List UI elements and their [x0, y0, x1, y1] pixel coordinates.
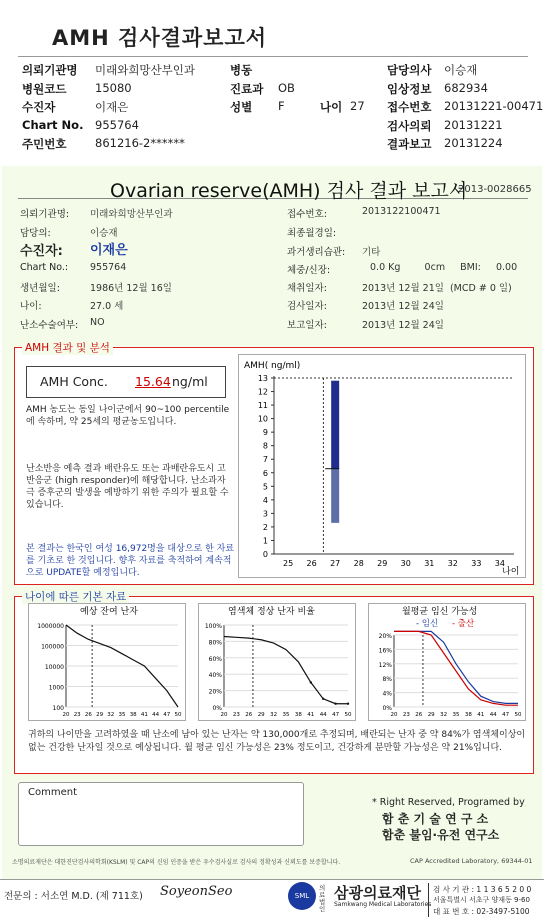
- info-test-value: 2013년 12월 24일: [362, 301, 444, 312]
- ref-x-tick-label: 20: [62, 712, 70, 718]
- amh-source-note: 본 결과는 한국인 여성 16,972명을 대상으로 한 자료를 기초로 한 것입니다. 향후 자료를 축적하여 계속적으로 UPDATE할 예정입니다.: [26, 544, 235, 578]
- ref-x-tick-label: 44: [319, 712, 327, 718]
- ref-y-tick-label: 60%: [208, 655, 222, 663]
- ref-x-tick-label: 38: [129, 712, 137, 718]
- ref-x-tick-label: 29: [257, 712, 265, 718]
- ward-label: 병동: [230, 63, 253, 77]
- doctor-label: 담당의사: [387, 63, 432, 77]
- hospital-value: 미래와희망산부인과: [95, 63, 195, 77]
- amh-x-tick-label: 27: [330, 559, 341, 568]
- info-dob-value: 1986년 12월 16일: [90, 283, 172, 294]
- amh-y-tick-label: 9: [262, 428, 268, 438]
- rrn-value: 861216-2******: [95, 136, 185, 150]
- ref-x-tick-label: 35: [118, 712, 126, 718]
- legend-birth: - 출산: [452, 619, 475, 629]
- ref-series-line: [394, 631, 518, 705]
- ref-x-tick-label: 26: [415, 712, 423, 718]
- amh-y-tick-label: 1: [262, 536, 268, 546]
- contact-2: 서울특별시 서초구 양재동 9-60: [433, 896, 530, 904]
- receipt-no-label: 접수번호: [387, 100, 432, 114]
- amh-conc-value: 15.64: [135, 374, 171, 389]
- ref-chart-pregnancy: [368, 603, 526, 721]
- amh-y-tick-label: 5: [262, 482, 268, 492]
- patient-label: 수진자: [22, 100, 56, 114]
- ref-x-tick-label: 20: [390, 712, 398, 718]
- rights-text: * Right Reserved, Programed by: [372, 797, 525, 808]
- ref-y-tick-label: 4%: [382, 690, 392, 698]
- amh-y-tick-label: 12: [257, 387, 268, 397]
- ref-x-tick-label: 47: [163, 712, 171, 718]
- ref-chart3-title: 월평균 임신 가능성: [402, 607, 478, 617]
- footer-rule: [0, 879, 544, 880]
- ref-x-tick-label: 26: [84, 712, 92, 718]
- age-value: 27: [350, 99, 365, 113]
- institute-1: 함 춘 기 술 연 구 소: [382, 812, 489, 826]
- ref-x-tick-label: 35: [452, 712, 460, 718]
- header-divider: [18, 56, 528, 57]
- ref-y-tick-label: 100%: [204, 623, 222, 630]
- amh-x-tick-label: 31: [424, 559, 435, 568]
- ref-y-tick-label: 1000000: [37, 623, 64, 630]
- info-test-label: 검사일자:: [287, 301, 327, 312]
- comment-label: Comment: [28, 787, 77, 798]
- amh-x-tick-label: 29: [377, 559, 388, 568]
- contact-1: 검 사 기 관 : 1 1 3 6 5 2 0 0: [433, 885, 532, 894]
- amh-percentile-note: AMH 농도는 동일 나이군에서 90~100 percentile에 속하며, 약 25세의 평균농도입니다.: [26, 405, 230, 427]
- ref-x-tick-label: 23: [402, 712, 410, 718]
- report-doc-no: 2013-0028665: [458, 184, 532, 195]
- amh-x-tick-label: 32: [447, 559, 458, 568]
- info-receipt-value: 2013122100471: [362, 206, 441, 217]
- ref-point: [334, 703, 336, 705]
- amh-section-title: AMH 결과 및 분석: [22, 340, 113, 355]
- institute-2: 함춘 불임·유전 연구소: [382, 828, 500, 842]
- chart-no-label: Chart No.: [22, 118, 84, 132]
- amh-y-tick-label: 8: [262, 441, 268, 451]
- ref-series-line: [224, 636, 348, 703]
- ref-x-tick-label: 41: [140, 712, 148, 718]
- amh-conc-label: AMH Conc.: [40, 374, 108, 389]
- ref-y-tick-label: 100: [52, 705, 64, 712]
- amh-x-tick-label: 33: [471, 559, 482, 568]
- info-dob-label: 생년월일:: [20, 283, 60, 294]
- ref-x-tick-label: 20: [220, 712, 228, 718]
- ref-x-tick-label: 38: [464, 712, 472, 718]
- amh-chart-xlabel: 나이: [502, 567, 520, 577]
- amh-conc-unit: ng/ml: [172, 374, 208, 389]
- ref-x-tick-label: 50: [344, 712, 352, 718]
- ref-y-tick-label: 1000: [48, 684, 64, 692]
- ref-x-tick-label: 32: [270, 712, 278, 718]
- ref-x-tick-label: 23: [232, 712, 240, 718]
- ref-x-tick-label: 35: [282, 712, 290, 718]
- specialist-signature: SoyeonSeo: [160, 884, 233, 899]
- cap-accreditation: CAP Accredited Laboratory, 69344-01: [410, 857, 533, 865]
- clinical-info-label: 임상정보: [387, 82, 432, 96]
- ref-y-tick-label: 12%: [378, 661, 392, 669]
- info-patient-value: 이재은: [90, 243, 128, 258]
- ref-y-tick-label: 40%: [208, 672, 222, 680]
- info-surgery-value: NO: [90, 317, 105, 328]
- ref-x-tick-label: 26: [245, 712, 253, 718]
- sex-value: F: [278, 99, 285, 113]
- ref-y-tick-label: 100000: [41, 643, 64, 651]
- info-collect-value: 2013년 12월 21일 (MCD # 0 일): [362, 283, 512, 294]
- amh-x-tick-label: 28: [353, 559, 364, 568]
- amh-y-tick-label: 3: [262, 509, 268, 519]
- info-patient-label: 수진자:: [20, 244, 63, 259]
- amh-y-tick-label: 0: [262, 550, 268, 559]
- amh-y-tick-label: 7: [262, 455, 268, 465]
- ref-x-tick-label: 50: [514, 712, 522, 718]
- info-menses-label: 과거생리습관:: [287, 247, 346, 258]
- amh-chart-title: AMH( ng/ml): [244, 361, 301, 371]
- ref-x-tick-label: 47: [502, 712, 510, 718]
- info-hospital-value: 미래와희망산부인과: [90, 209, 173, 220]
- ref-x-tick-label: 44: [489, 712, 497, 718]
- info-lmp-label: 최종월경일:: [287, 228, 337, 239]
- ref-chart1-title: 예상 잔여 난자: [80, 607, 138, 617]
- ref-x-tick-label: 29: [427, 712, 435, 718]
- dept-label: 진료과: [230, 82, 264, 96]
- ref-point: [322, 698, 324, 700]
- ref-x-tick-label: 38: [294, 712, 302, 718]
- ref-point: [310, 681, 312, 683]
- info-hospital-label: 의뢰기관명:: [20, 209, 70, 220]
- amh-y-tick-label: 10: [257, 414, 268, 424]
- receipt-no-value: 20131221-00471: [444, 99, 544, 113]
- specialist: 전문의 : 서소연 M.D. (제 711호): [4, 891, 143, 902]
- amh-y-tick-label: 6: [262, 468, 268, 478]
- info-body-value: 0.0 Kg 0cm BMI: 0.00: [370, 262, 518, 273]
- ref-y-tick-label: 20%: [208, 688, 222, 696]
- ref-chart-chromosome: [198, 603, 356, 721]
- sex-label: 성별: [230, 100, 253, 114]
- info-surgery-label: 난소수술여부:: [20, 320, 79, 331]
- amh-range-upper-bar: [331, 381, 339, 469]
- age-label: 나이: [320, 100, 343, 114]
- patient-value: 이재은: [95, 100, 129, 114]
- reference-summary: 귀하의 나이만을 고려하였을 때 난소에 남아 있는 난자는 약 130,000개로 추정되며, 배란되는 난자 중 약 84%가 염색체이상이 없는 건강한 난자일 것으로 예상됩니다. 월 평균 임신 가능성은 23% 정도이고, 건강하게 분만할 가능성은 약 21%입니다.: [28, 730, 526, 753]
- report-title: Ovarian reserve(AMH) 검사 결과 보고서: [110, 180, 468, 202]
- request-date-value: 20131221: [444, 118, 503, 132]
- chart-no-value: 955764: [95, 118, 139, 132]
- info-report-value: 2013년 12월 24일: [362, 320, 444, 331]
- amh-x-tick-label: 34: [494, 559, 505, 568]
- foundation-name-en: Samkwang Medical Laboratories: [334, 901, 432, 908]
- ref-y-tick-label: 0%: [382, 705, 392, 712]
- ref-x-tick-label: 44: [152, 712, 160, 718]
- dept-value: OB: [278, 81, 295, 95]
- legend-pregnancy: - 임신: [416, 619, 439, 629]
- amh-y-tick-label: 11: [257, 401, 268, 411]
- ref-x-tick-label: 41: [307, 712, 315, 718]
- info-chart-value: 955764: [90, 262, 127, 273]
- info-age-value: 27.0 세: [90, 301, 124, 312]
- hospital-code-value: 15080: [95, 81, 132, 95]
- amh-response-note: 난소반응 예측 결과 배란유도 또는 과배란유도시 고반응군 (high responder)에 해당합니다. 난소과자극 증후군의 발생을 예방하기 위한 주의가 필요할 수 있습니다.: [26, 464, 229, 510]
- ref-x-tick-label: 29: [96, 712, 104, 718]
- ref-y-tick-label: 16%: [378, 647, 392, 655]
- info-collect-label: 채취일자:: [287, 283, 327, 294]
- ref-x-tick-label: 50: [174, 712, 182, 718]
- report-date-label: 결과보고: [387, 137, 432, 151]
- contact-divider: [428, 883, 429, 917]
- info-receipt-label: 접수번호:: [287, 209, 327, 220]
- info-menses-value: 기타: [362, 247, 381, 258]
- foundation-prefix: 의료 법인: [319, 884, 326, 913]
- ref-x-tick-label: 23: [73, 712, 81, 718]
- info-body-label: 체중/신장:: [287, 265, 331, 276]
- ref-x-tick-label: 41: [477, 712, 485, 718]
- info-chart-label: Chart No.:: [20, 262, 69, 273]
- info-report-label: 보고일자:: [287, 320, 327, 331]
- hospital-code-label: 병원코드: [22, 82, 67, 96]
- footnote: 소명의료재단은 대한진단검사의학회(KSLM) 및 CAP의 신임 인증을 받은 우수검사실로 검사의 정확성과 신뢰도를 보증합니다.: [12, 859, 341, 866]
- ref-y-tick-label: 80%: [208, 639, 222, 647]
- info-doctor-label: 담당의:: [20, 228, 51, 239]
- ref-y-tick-label: 20%: [378, 633, 392, 640]
- rrn-label: 주민번호: [22, 137, 67, 151]
- page-title: AMH 검사결과보고서: [52, 26, 268, 50]
- doctor-value: 이승재: [444, 63, 478, 77]
- ref-x-tick-label: 47: [332, 712, 340, 718]
- info-doctor-value: 이승재: [90, 228, 118, 239]
- clinical-info-value: 682934: [444, 81, 488, 95]
- reference-section-title: 나이에 따른 기본 자료: [22, 589, 129, 604]
- amh-x-tick-label: 25: [283, 559, 294, 568]
- ref-chart2-title: 염색체 정상 난자 비율: [228, 607, 315, 617]
- ref-x-tick-label: 32: [107, 712, 115, 718]
- ref-y-tick-label: 10000: [44, 664, 64, 671]
- amh-chart: [238, 354, 526, 578]
- hospital-label: 의뢰기관명: [22, 63, 78, 77]
- request-date-label: 검사의뢰: [387, 119, 432, 133]
- foundation-logo-icon: SML: [288, 882, 316, 910]
- amh-y-tick-label: 2: [262, 522, 268, 532]
- ref-y-tick-label: 8%: [382, 676, 392, 684]
- foundation-name: 삼광의료재단: [334, 884, 421, 902]
- ref-x-tick-label: 32: [440, 712, 448, 718]
- amh-range-lower-bar: [331, 469, 339, 523]
- ref-chart-eggs: [28, 603, 186, 721]
- amh-x-tick-label: 30: [400, 559, 411, 568]
- ref-point: [347, 703, 349, 705]
- info-age-label: 나이:: [20, 301, 42, 312]
- report-date-value: 20131224: [444, 136, 503, 150]
- ref-y-tick-label: 0%: [212, 705, 222, 712]
- amh-x-tick-label: 26: [306, 559, 317, 568]
- amh-y-tick-label: 4: [262, 495, 268, 505]
- contact-3: 대 표 번 호 : 02-3497-5100: [433, 907, 530, 916]
- amh-y-tick-label: 13: [257, 374, 268, 383]
